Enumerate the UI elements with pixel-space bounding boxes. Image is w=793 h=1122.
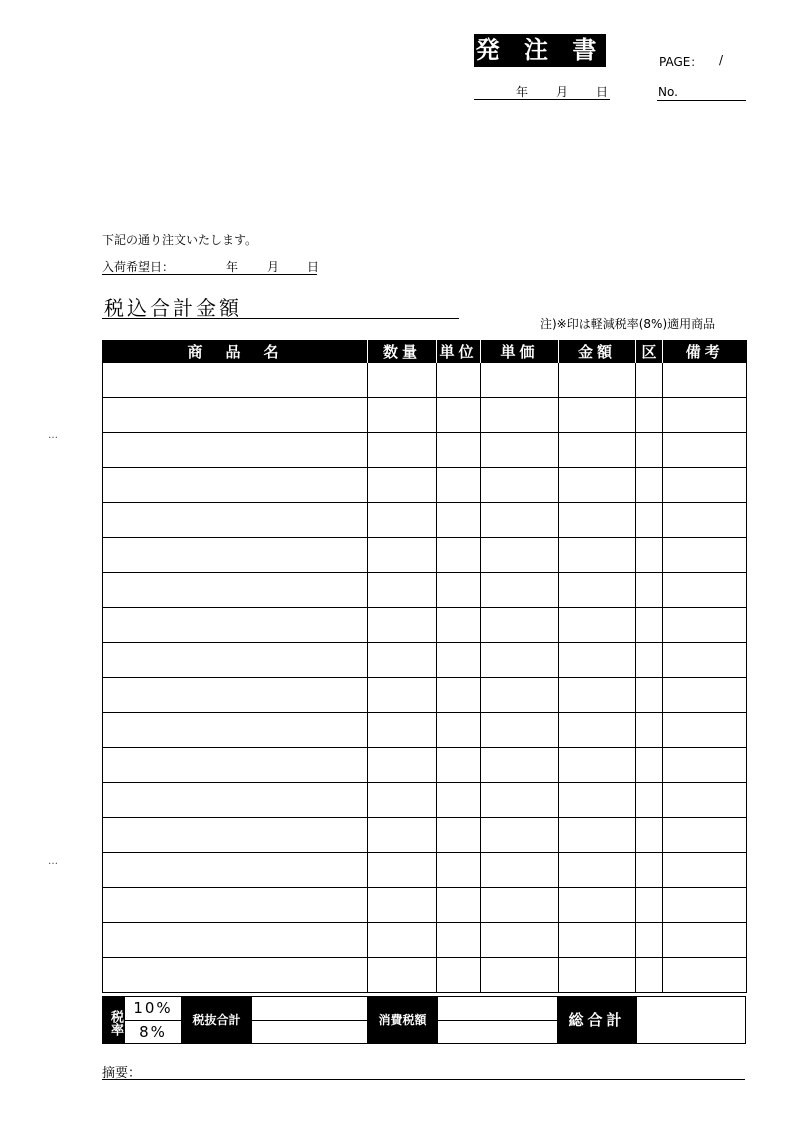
page-label: PAGE： [659, 55, 703, 69]
table-row [103, 538, 747, 573]
quantity-cell[interactable] [368, 783, 437, 818]
unit-price-cell[interactable] [481, 538, 559, 573]
column-header-quantity: 数量 [368, 340, 437, 363]
category-cell[interactable] [636, 468, 663, 503]
category-cell[interactable] [636, 713, 663, 748]
order-number-label: No. [658, 85, 678, 99]
remarks-cell[interactable] [663, 958, 747, 993]
quantity-cell[interactable] [368, 923, 437, 958]
unit-cell[interactable] [437, 783, 481, 818]
tax-included-total-field[interactable] [102, 318, 459, 319]
category-cell[interactable] [636, 643, 663, 678]
product-cell[interactable] [103, 433, 368, 468]
unit-price-cell[interactable] [481, 398, 559, 433]
issue-day-label: 日 [596, 85, 609, 99]
tax-rate-box [124, 996, 182, 1044]
table-row [103, 363, 747, 398]
unit-price-cell[interactable] [481, 468, 559, 503]
amount-cell[interactable] [559, 783, 636, 818]
rate-10-label: 10% [125, 997, 181, 1021]
amount-cell[interactable] [559, 398, 636, 433]
memo-label: 摘要： [102, 1066, 142, 1081]
unit-price-cell[interactable] [481, 818, 559, 853]
amount-cell[interactable] [559, 923, 636, 958]
remarks-cell[interactable] [663, 608, 747, 643]
product-cell[interactable] [103, 888, 368, 923]
unit-cell[interactable] [437, 853, 481, 888]
unit-price-cell[interactable] [481, 748, 559, 783]
unit-price-cell[interactable] [481, 678, 559, 713]
remarks-cell[interactable] [663, 643, 747, 678]
amount-cell[interactable] [559, 573, 636, 608]
quantity-cell[interactable] [368, 958, 437, 993]
amount-cell[interactable] [559, 538, 636, 573]
column-header-unit: 単位 [437, 340, 481, 363]
quantity-cell[interactable] [368, 678, 437, 713]
document-title: 発 注 書 [474, 34, 606, 67]
reduced-tax-note: 注)※印は軽減税率(8%)適用商品 [540, 317, 716, 331]
product-cell[interactable] [103, 503, 368, 538]
category-cell[interactable] [636, 503, 663, 538]
product-cell[interactable] [103, 958, 368, 993]
grand-total-label: 総合計 [558, 996, 636, 1044]
table-row [103, 503, 747, 538]
unit-cell[interactable] [437, 573, 481, 608]
category-cell[interactable] [636, 433, 663, 468]
remarks-cell[interactable] [663, 783, 747, 818]
unit-cell[interactable] [437, 958, 481, 993]
table-row [103, 818, 747, 853]
amount-cell[interactable] [559, 433, 636, 468]
quantity-cell[interactable] [368, 398, 437, 433]
remarks-cell[interactable] [663, 678, 747, 713]
unit-price-cell[interactable] [481, 573, 559, 608]
product-cell[interactable] [103, 363, 368, 398]
unit-cell[interactable] [437, 713, 481, 748]
column-header-remarks: 備考 [663, 340, 747, 363]
category-cell[interactable] [636, 363, 663, 398]
subtotal-10-field[interactable] [252, 997, 367, 1021]
unit-cell[interactable] [437, 643, 481, 678]
table-row [103, 608, 747, 643]
table-row [103, 713, 747, 748]
quantity-cell[interactable] [368, 538, 437, 573]
intro-text: 下記の通り注文いたします。 [102, 233, 258, 247]
table-row [103, 748, 747, 783]
product-cell[interactable] [103, 468, 368, 503]
unit-cell[interactable] [437, 608, 481, 643]
consumption-tax-label: 消費税額 [368, 996, 437, 1044]
product-cell[interactable] [103, 713, 368, 748]
quantity-cell[interactable] [368, 468, 437, 503]
quantity-cell[interactable] [368, 503, 437, 538]
consumption-tax-10-field[interactable] [438, 997, 557, 1021]
remarks-cell[interactable] [663, 503, 747, 538]
amount-cell[interactable] [559, 678, 636, 713]
issue-date-line[interactable] [474, 81, 610, 100]
product-cell[interactable] [103, 818, 368, 853]
quantity-cell[interactable] [368, 748, 437, 783]
order-number-field[interactable] [657, 83, 746, 101]
category-cell[interactable] [636, 538, 663, 573]
unit-cell[interactable] [437, 678, 481, 713]
issue-month-label: 月 [556, 85, 569, 99]
amount-cell[interactable] [559, 713, 636, 748]
remarks-cell[interactable] [663, 363, 747, 398]
product-cell[interactable] [103, 643, 368, 678]
table-row [103, 888, 747, 923]
unit-cell[interactable] [437, 363, 481, 398]
remarks-cell[interactable] [663, 923, 747, 958]
unit-cell[interactable] [437, 433, 481, 468]
amount-cell[interactable] [559, 643, 636, 678]
grand-total-field[interactable] [636, 996, 746, 1044]
category-cell[interactable] [636, 398, 663, 433]
subtotal-fields[interactable] [251, 996, 368, 1044]
category-cell[interactable] [636, 573, 663, 608]
table-row [103, 643, 747, 678]
margin-mark: … [48, 856, 58, 867]
amount-cell[interactable] [559, 958, 636, 993]
table-row [103, 573, 747, 608]
amount-cell[interactable] [559, 888, 636, 923]
quantity-cell[interactable] [368, 363, 437, 398]
table-row [103, 433, 747, 468]
column-header-category: 区 [636, 340, 663, 363]
category-cell[interactable] [636, 853, 663, 888]
quantity-cell[interactable] [368, 608, 437, 643]
amount-cell[interactable] [559, 853, 636, 888]
arrival-date-label: 入荷希望日： [102, 260, 175, 274]
unit-cell[interactable] [437, 748, 481, 783]
arrival-month-label: 月 [267, 260, 280, 274]
unit-price-cell[interactable] [481, 643, 559, 678]
remarks-cell[interactable] [663, 748, 747, 783]
unit-price-cell[interactable] [481, 888, 559, 923]
quantity-cell[interactable] [368, 713, 437, 748]
product-cell[interactable] [103, 748, 368, 783]
category-cell[interactable] [636, 923, 663, 958]
product-cell[interactable] [103, 923, 368, 958]
unit-price-cell[interactable] [481, 958, 559, 993]
table-row [103, 853, 747, 888]
quantity-cell[interactable] [368, 573, 437, 608]
remarks-cell[interactable] [663, 538, 747, 573]
remarks-cell[interactable] [663, 398, 747, 433]
product-cell[interactable] [103, 573, 368, 608]
unit-price-cell[interactable] [481, 363, 559, 398]
unit-cell[interactable] [437, 818, 481, 853]
product-cell[interactable] [103, 398, 368, 433]
remarks-cell[interactable] [663, 888, 747, 923]
category-cell[interactable] [636, 748, 663, 783]
table-row [103, 923, 747, 958]
consumption-tax-fields[interactable] [437, 996, 558, 1044]
margin-mark: … [48, 430, 58, 441]
unit-cell[interactable] [437, 503, 481, 538]
remarks-cell[interactable] [663, 468, 747, 503]
category-cell[interactable] [636, 888, 663, 923]
amount-cell[interactable] [559, 503, 636, 538]
table-row [103, 468, 747, 503]
product-cell[interactable] [103, 538, 368, 573]
page-separator: / [719, 53, 724, 67]
unit-cell[interactable] [437, 923, 481, 958]
arrival-year-label: 年 [226, 260, 239, 274]
summary-section [102, 996, 746, 1044]
quantity-cell[interactable] [368, 643, 437, 678]
quantity-cell[interactable] [368, 853, 437, 888]
table-row [103, 783, 747, 818]
table-header-row [103, 340, 747, 363]
unit-price-cell[interactable] [481, 783, 559, 818]
tax-included-total-label: 税込合計金額 [104, 296, 242, 320]
product-cell[interactable] [103, 608, 368, 643]
column-header-amount: 金額 [559, 340, 636, 363]
rate-8-label: 8% [139, 1023, 167, 1041]
unit-cell[interactable] [437, 468, 481, 503]
unit-price-cell[interactable] [481, 433, 559, 468]
arrival-day-label: 日 [307, 260, 320, 274]
issue-year-label: 年 [516, 85, 529, 99]
remarks-cell[interactable] [663, 818, 747, 853]
unit-price-cell[interactable] [481, 608, 559, 643]
unit-cell[interactable] [437, 888, 481, 923]
amount-cell[interactable] [559, 608, 636, 643]
remarks-cell[interactable] [663, 853, 747, 888]
subtotal-label: 税抜合計 [182, 996, 251, 1044]
memo-field[interactable] [102, 1079, 745, 1080]
category-cell[interactable] [636, 958, 663, 993]
unit-price-cell[interactable] [481, 713, 559, 748]
remarks-cell[interactable] [663, 573, 747, 608]
table-row [103, 398, 747, 433]
remarks-cell[interactable] [663, 713, 747, 748]
table-row [103, 958, 747, 993]
product-cell[interactable] [103, 783, 368, 818]
amount-cell[interactable] [559, 748, 636, 783]
quantity-cell[interactable] [368, 888, 437, 923]
category-cell[interactable] [636, 678, 663, 713]
order-items-table [102, 340, 747, 993]
unit-price-cell[interactable] [481, 853, 559, 888]
product-cell[interactable] [103, 853, 368, 888]
column-header-product: 商 品 名 [103, 340, 368, 363]
unit-price-cell[interactable] [481, 503, 559, 538]
category-cell[interactable] [636, 783, 663, 818]
unit-cell[interactable] [437, 398, 481, 433]
quantity-cell[interactable] [368, 818, 437, 853]
category-cell[interactable] [636, 818, 663, 853]
arrival-date-field[interactable] [102, 256, 320, 275]
amount-cell[interactable] [559, 363, 636, 398]
table-row [103, 678, 747, 713]
amount-cell[interactable] [559, 818, 636, 853]
unit-cell[interactable] [437, 538, 481, 573]
remarks-cell[interactable] [663, 433, 747, 468]
quantity-cell[interactable] [368, 433, 437, 468]
unit-price-cell[interactable] [481, 923, 559, 958]
column-header-unit-price: 単価 [481, 340, 559, 363]
tax-rate-label: 税率 [102, 996, 124, 1044]
amount-cell[interactable] [559, 468, 636, 503]
category-cell[interactable] [636, 608, 663, 643]
product-cell[interactable] [103, 678, 368, 713]
